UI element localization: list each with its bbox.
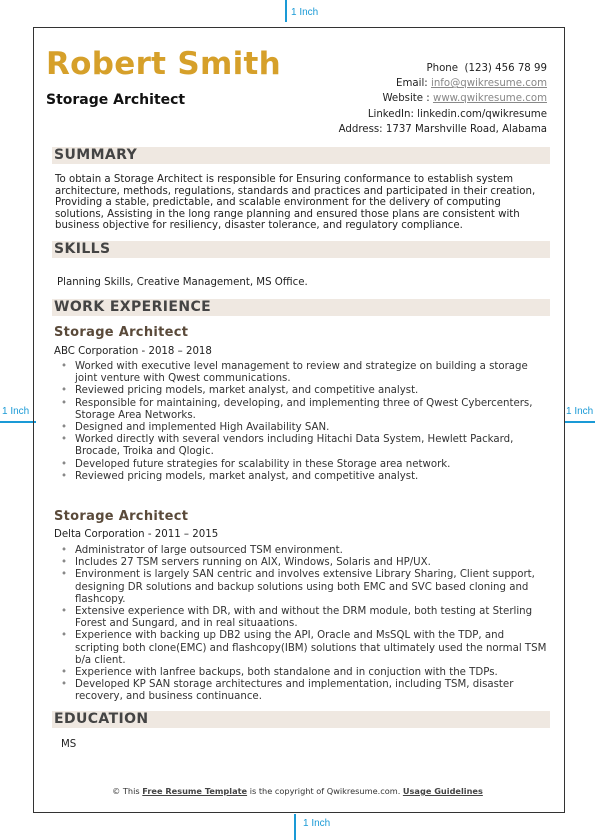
contact-website [339,91,547,106]
education-text: MS [61,739,77,750]
right-margin-guide [565,421,595,423]
email-label: Email: [396,78,428,90]
list-item: • Designed and implemented High Availability SAN. [75,422,550,434]
top-margin-guide [285,0,287,22]
email-link[interactable]: info@qwikresume.com [430,78,547,90]
contact-phone [339,61,547,76]
list-item: • Experience with backing up DB2 using the API, Oracle and MsSQL with the TDP, and scripting both clone(EMC) and flashcopy(IBM) solutions that ultimately used the normal TSM b/a client. [75,630,550,667]
job-bullets [75,361,550,483]
top-margin-label: 1 Inch [291,7,319,18]
left-margin-guide [0,421,36,423]
phone-label: Phone [426,63,459,74]
job-company: Delta Corporation - 2011 – 2015 [54,529,219,540]
list-item: • Developed KP SAN storage architectures and implementation, including TSM, disaster recovery, and business continuance. [75,679,550,703]
job-bullets [75,545,550,704]
candidate-name: Robert Smith [46,46,282,82]
summary-text: To obtain a Storage Architect is responsible for Ensuring conformance to establish system architecture, methods, regulations, standards and practices and participated in their creation, Providing a stable, predictable, and scalable environment for the delivery of computing solutions, Assisting in the long range planning and ensured those plans are consistent with business objective for resiliency, disaster tolerance, and regulatory compliance. [55,174,536,232]
list-item: • Extensive experience with DR, with and without the DRM module, both testing at Sterling Forest and Sungard, and in real situaations. [75,606,550,630]
list-item: • Environment is largely SAN centric and involves extensive Library Sharing, Client support, designing DR solutions and backup solutions using both EMC and SVC based cloning and flashcopy. [75,569,550,606]
experience-heading: WORK EXPERIENCE [54,299,212,315]
summary-heading: SUMMARY [54,147,138,163]
job-title: Storage Architect [54,325,189,340]
job-company: ABC Corporation - 2018 – 2018 [54,346,212,357]
contact-address: Address: 1737 Marshville Road, Alabama [338,123,547,135]
list-item: • Reviewed pricing models, market analyst, and competitive analyst. [75,385,550,397]
list-item: • Worked directly with several vendors including Hitachi Data System, Hewlett Packard, Brocade, Troika and Qlogic. [75,434,550,458]
website-label: Website : [382,93,430,105]
education-heading-bar [52,711,550,728]
bottom-margin-guide [294,814,296,840]
job-title: Storage Architect [54,509,189,524]
list-item: • Experience with lanfree backups, both standalone and in conjuction with the TDPs. [75,667,550,679]
list-item: • Reviewed pricing models, market analyst, and competitive analyst. [75,471,550,483]
candidate-title: Storage Architect [46,92,186,108]
list-item: • Developed future strategies for scalability in these Storage area network. [75,459,550,471]
list-item: • Includes 27 TSM servers running on AIX, Windows, Solaris and HP/UX. [75,557,550,569]
footer-middle: is the copyright of Qwikresume.com. [249,786,401,796]
right-margin-label: 1 Inch [566,406,594,417]
free-resume-template-link[interactable]: Free Resume Template [142,786,248,796]
skills-text: Planning Skills, Creative Management, MS Office. [57,277,308,288]
phone-value: (123) 456 78 99 [464,63,547,74]
education-heading: EDUCATION [54,711,149,727]
bottom-margin-label: 1 Inch [303,818,331,829]
skills-heading: SKILLS [54,241,111,257]
usage-guidelines-link[interactable]: Usage Guidelines [402,786,483,796]
footer-prefix: © This [112,786,140,796]
list-item: • Responsible for maintaining, developing, and implementing three of Qwest Cybercenters, Storage Area Networks. [75,398,550,422]
contact-email [339,76,547,91]
list-item: • Worked with executive level management to review and strategize on building a storage joint venture with Qwest communications. [75,361,550,385]
experience-heading-bar [52,299,550,316]
skills-heading-bar [52,241,550,258]
website-link[interactable]: www.qwikresume.com [432,93,547,105]
left-margin-label: 1 Inch [2,406,30,417]
footer-copyright [0,786,595,796]
contact-linkedin: LinkedIn: linkedin.com/qwikresume [367,108,547,120]
contact-block [339,61,547,137]
list-item: • Administrator of large outsourced TSM environment. [75,545,550,557]
summary-heading-bar [52,147,550,164]
